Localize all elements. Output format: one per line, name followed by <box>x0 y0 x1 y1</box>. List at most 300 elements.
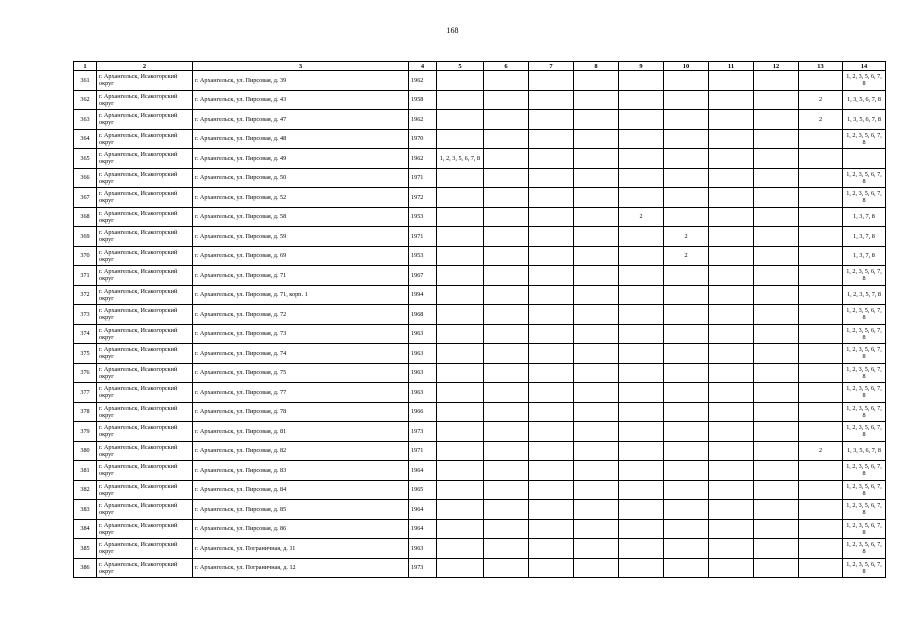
column-header: 4 <box>409 62 437 71</box>
table-row <box>74 558 886 578</box>
address-cell: г. Архангельск, ул. Пирсовая, д. 74 <box>193 344 409 364</box>
table-row <box>74 168 886 188</box>
row-number: 362 <box>74 90 97 110</box>
col11-cell <box>709 71 754 91</box>
column-header: 1 <box>74 62 97 71</box>
col9-cell <box>619 558 664 578</box>
col9-cell <box>619 188 664 208</box>
row-number: 372 <box>74 285 97 305</box>
col6-cell <box>484 519 529 539</box>
col13-cell <box>799 461 843 481</box>
col9-cell <box>619 402 664 422</box>
table-row <box>74 383 886 403</box>
col7-cell <box>529 441 574 461</box>
address-cell: г. Архангельск, ул. Пирсовая, д. 47 <box>193 110 409 130</box>
col7-cell <box>529 227 574 247</box>
col13-cell <box>799 558 843 578</box>
col13-cell <box>799 188 843 208</box>
col14-cell: 1, 3, 7, 8 <box>843 227 886 247</box>
col5-cell <box>437 110 484 130</box>
col6-cell <box>484 129 529 149</box>
col11-cell <box>709 227 754 247</box>
col12-cell <box>754 110 799 130</box>
col5-cell <box>437 188 484 208</box>
col9-cell <box>619 149 664 169</box>
col9-cell <box>619 285 664 305</box>
col11-cell <box>709 422 754 442</box>
col10-cell <box>664 71 709 91</box>
col9-cell <box>619 168 664 188</box>
col11-cell <box>709 461 754 481</box>
col8-cell <box>574 227 619 247</box>
col10-cell: 2 <box>664 227 709 247</box>
col14-cell: 1, 3, 7, 8 <box>843 246 886 266</box>
col6-cell <box>484 500 529 520</box>
col10-cell <box>664 207 709 227</box>
col7-cell <box>529 539 574 559</box>
col14-cell: 1, 2, 3, 5, 6, 7, 8 <box>843 129 886 149</box>
year-cell: 1958 <box>409 90 437 110</box>
col13-cell: 2 <box>799 441 843 461</box>
col14-cell: 1, 3, 7, 8 <box>843 207 886 227</box>
col6-cell <box>484 266 529 286</box>
col9-cell <box>619 246 664 266</box>
col10-cell <box>664 519 709 539</box>
district-cell: г. Архангельск, Исакогорский округ <box>97 441 193 461</box>
col7-cell <box>529 90 574 110</box>
col6-cell <box>484 324 529 344</box>
col14-cell: 1, 2, 3, 5, 6, 7, 8 <box>843 558 886 578</box>
col12-cell <box>754 129 799 149</box>
col12-cell <box>754 539 799 559</box>
col5-cell <box>437 422 484 442</box>
col9-cell <box>619 519 664 539</box>
col5-cell <box>437 71 484 91</box>
col6-cell <box>484 383 529 403</box>
col12-cell <box>754 90 799 110</box>
col5-cell <box>437 441 484 461</box>
col12-cell <box>754 422 799 442</box>
col5-cell <box>437 383 484 403</box>
col6-cell <box>484 363 529 383</box>
year-cell: 1964 <box>409 461 437 481</box>
col10-cell <box>664 480 709 500</box>
row-number: 379 <box>74 422 97 442</box>
col14-cell: 1, 2, 3, 5, 6, 7, 8 <box>843 266 886 286</box>
district-cell: г. Архангельск, Исакогорский округ <box>97 422 193 442</box>
col14-cell: 1, 2, 3, 5, 6, 7, 8 <box>843 324 886 344</box>
col13-cell <box>799 285 843 305</box>
col11-cell <box>709 246 754 266</box>
row-number: 375 <box>74 344 97 364</box>
col12-cell <box>754 207 799 227</box>
col9-cell <box>619 305 664 325</box>
address-cell: г. Архангельск, ул. Пирсовая, д. 81 <box>193 422 409 442</box>
col6-cell <box>484 422 529 442</box>
address-cell: г. Архангельск, ул. Пирсовая, д. 52 <box>193 188 409 208</box>
col11-cell <box>709 90 754 110</box>
col5-cell <box>437 285 484 305</box>
col6-cell <box>484 227 529 247</box>
row-number: 374 <box>74 324 97 344</box>
col12-cell <box>754 461 799 481</box>
address-cell: г. Архангельск, ул. Пирсовая, д. 82 <box>193 441 409 461</box>
col10-cell <box>664 285 709 305</box>
table-row <box>74 402 886 422</box>
col14-cell: 1, 2, 3, 5, 6, 7, 8 <box>843 71 886 91</box>
col5-cell <box>437 402 484 422</box>
col14-cell: 1, 2, 3, 5, 6, 7, 8 <box>843 363 886 383</box>
address-cell: г. Архангельск, ул. Пограничная, д. 12 <box>193 558 409 578</box>
col13-cell: 2 <box>799 90 843 110</box>
col10-cell <box>664 363 709 383</box>
col14-cell: 1, 2, 3, 5, 6, 7, 8 <box>843 422 886 442</box>
col7-cell <box>529 129 574 149</box>
col7-cell <box>529 71 574 91</box>
col10-cell <box>664 110 709 130</box>
col6-cell <box>484 71 529 91</box>
district-cell: г. Архангельск, Исакогорский округ <box>97 207 193 227</box>
row-number: 366 <box>74 168 97 188</box>
col7-cell <box>529 168 574 188</box>
year-cell: 1968 <box>409 305 437 325</box>
district-cell: г. Архангельск, Исакогорский округ <box>97 344 193 364</box>
table-row <box>74 461 886 481</box>
col8-cell <box>574 539 619 559</box>
district-cell: г. Архангельск, Исакогорский округ <box>97 363 193 383</box>
col10-cell <box>664 539 709 559</box>
address-cell: г. Архангельск, ул. Пирсовая, д. 71 <box>193 266 409 286</box>
district-cell: г. Архангельск, Исакогорский округ <box>97 558 193 578</box>
col12-cell <box>754 188 799 208</box>
column-header: 14 <box>843 62 886 71</box>
col13-cell <box>799 422 843 442</box>
col7-cell <box>529 363 574 383</box>
col7-cell <box>529 305 574 325</box>
column-header: 5 <box>437 62 484 71</box>
col10-cell <box>664 149 709 169</box>
col12-cell <box>754 324 799 344</box>
year-cell: 1963 <box>409 324 437 344</box>
col11-cell <box>709 363 754 383</box>
col5-cell <box>437 227 484 247</box>
year-cell: 1972 <box>409 188 437 208</box>
address-cell: г. Архангельск, ул. Пограничная, д. 11 <box>193 539 409 559</box>
row-number: 371 <box>74 266 97 286</box>
col10-cell <box>664 129 709 149</box>
col8-cell <box>574 246 619 266</box>
col11-cell <box>709 305 754 325</box>
row-number: 382 <box>74 480 97 500</box>
col9-cell <box>619 383 664 403</box>
col5-cell <box>437 207 484 227</box>
col10-cell <box>664 90 709 110</box>
col8-cell <box>574 402 619 422</box>
table-row <box>74 519 886 539</box>
col12-cell <box>754 441 799 461</box>
page-number: 168 <box>446 26 459 35</box>
col8-cell <box>574 344 619 364</box>
district-cell: г. Архангельск, Исакогорский округ <box>97 285 193 305</box>
col13-cell <box>799 305 843 325</box>
col9-cell <box>619 71 664 91</box>
row-number: 378 <box>74 402 97 422</box>
address-cell: г. Архангельск, ул. Пирсовая, д. 50 <box>193 168 409 188</box>
col13-cell <box>799 500 843 520</box>
table-row <box>74 441 886 461</box>
col13-cell <box>799 383 843 403</box>
col14-cell: 1, 2, 3, 5, 6, 7, 8 <box>843 188 886 208</box>
table-row <box>74 500 886 520</box>
year-cell: 1994 <box>409 285 437 305</box>
col7-cell <box>529 285 574 305</box>
address-cell: г. Архангельск, ул. Пирсовая, д. 85 <box>193 500 409 520</box>
address-cell: г. Архангельск, ул. Пирсовая, д. 73 <box>193 324 409 344</box>
col12-cell <box>754 519 799 539</box>
col7-cell <box>529 246 574 266</box>
col5-cell <box>437 90 484 110</box>
col10-cell <box>664 188 709 208</box>
col14-cell: 1, 2, 3, 5, 7, 8 <box>843 285 886 305</box>
col9-cell: 2 <box>619 207 664 227</box>
col5-cell <box>437 461 484 481</box>
header-row <box>74 62 886 71</box>
col12-cell <box>754 71 799 91</box>
col12-cell <box>754 266 799 286</box>
col5-cell <box>437 344 484 364</box>
col9-cell <box>619 227 664 247</box>
col8-cell <box>574 285 619 305</box>
district-cell: г. Архангельск, Исакогорский округ <box>97 266 193 286</box>
row-number: 369 <box>74 227 97 247</box>
district-cell: г. Архангельск, Исакогорский округ <box>97 383 193 403</box>
table-row <box>74 480 886 500</box>
district-cell: г. Архангельск, Исакогорский округ <box>97 129 193 149</box>
column-header: 7 <box>529 62 574 71</box>
col8-cell <box>574 110 619 130</box>
column-header: 9 <box>619 62 664 71</box>
col8-cell <box>574 324 619 344</box>
col11-cell <box>709 188 754 208</box>
col12-cell <box>754 558 799 578</box>
address-cell: г. Архангельск, ул. Пирсовая, д. 69 <box>193 246 409 266</box>
col5-cell <box>437 305 484 325</box>
column-header: 3 <box>193 62 409 71</box>
col5-cell <box>437 363 484 383</box>
col12-cell <box>754 246 799 266</box>
year-cell: 1973 <box>409 558 437 578</box>
year-cell: 1964 <box>409 500 437 520</box>
table-row <box>74 363 886 383</box>
col12-cell <box>754 363 799 383</box>
col13-cell <box>799 539 843 559</box>
col12-cell <box>754 285 799 305</box>
col9-cell <box>619 110 664 130</box>
col7-cell <box>529 188 574 208</box>
col9-cell <box>619 422 664 442</box>
column-header: 13 <box>799 62 843 71</box>
col13-cell <box>799 363 843 383</box>
year-cell: 1953 <box>409 207 437 227</box>
district-cell: г. Архангельск, Исакогорский округ <box>97 324 193 344</box>
col8-cell <box>574 441 619 461</box>
district-cell: г. Архангельск, Исакогорский округ <box>97 110 193 130</box>
year-cell: 1953 <box>409 246 437 266</box>
col13-cell <box>799 480 843 500</box>
col6-cell <box>484 402 529 422</box>
col14-cell <box>843 149 886 169</box>
col14-cell: 1, 3, 5, 6, 7, 8 <box>843 90 886 110</box>
col8-cell <box>574 188 619 208</box>
row-number: 377 <box>74 383 97 403</box>
col12-cell <box>754 344 799 364</box>
col8-cell <box>574 519 619 539</box>
col11-cell <box>709 110 754 130</box>
col13-cell <box>799 129 843 149</box>
table-row <box>74 129 886 149</box>
col11-cell <box>709 149 754 169</box>
col13-cell <box>799 266 843 286</box>
row-number: 373 <box>74 305 97 325</box>
col6-cell <box>484 558 529 578</box>
col12-cell <box>754 500 799 520</box>
col11-cell <box>709 480 754 500</box>
address-cell: г. Архангельск, ул. Пирсовая, д. 48 <box>193 129 409 149</box>
year-cell: 1971 <box>409 227 437 247</box>
col12-cell <box>754 168 799 188</box>
col8-cell <box>574 383 619 403</box>
col6-cell <box>484 207 529 227</box>
col6-cell <box>484 539 529 559</box>
district-cell: г. Архангельск, Исакогорский округ <box>97 246 193 266</box>
col10-cell <box>664 305 709 325</box>
year-cell: 1963 <box>409 383 437 403</box>
district-cell: г. Архангельск, Исакогорский округ <box>97 500 193 520</box>
year-cell: 1962 <box>409 110 437 130</box>
column-header: 10 <box>664 62 709 71</box>
col13-cell: 2 <box>799 110 843 130</box>
col11-cell <box>709 402 754 422</box>
col7-cell <box>529 519 574 539</box>
col14-cell: 1, 2, 3, 5, 6, 7, 8 <box>843 383 886 403</box>
table-row <box>74 90 886 110</box>
col5-cell <box>437 519 484 539</box>
district-cell: г. Архангельск, Исакогорский округ <box>97 480 193 500</box>
col12-cell <box>754 305 799 325</box>
col6-cell <box>484 149 529 169</box>
register-table <box>73 61 886 578</box>
table-row <box>74 266 886 286</box>
col5-cell <box>437 480 484 500</box>
col8-cell <box>574 90 619 110</box>
table-row <box>74 110 886 130</box>
address-cell: г. Архангельск, ул. Пирсовая, д. 43 <box>193 90 409 110</box>
col11-cell <box>709 558 754 578</box>
col7-cell <box>529 402 574 422</box>
col9-cell <box>619 324 664 344</box>
district-cell: г. Архангельск, Исакогорский округ <box>97 539 193 559</box>
col5-cell <box>437 246 484 266</box>
table-row <box>74 324 886 344</box>
col6-cell <box>484 305 529 325</box>
year-cell: 1970 <box>409 129 437 149</box>
col13-cell <box>799 207 843 227</box>
table-row <box>74 188 886 208</box>
col9-cell <box>619 363 664 383</box>
col9-cell <box>619 441 664 461</box>
col7-cell <box>529 461 574 481</box>
district-cell: г. Архангельск, Исакогорский округ <box>97 402 193 422</box>
year-cell: 1971 <box>409 441 437 461</box>
column-header: 6 <box>484 62 529 71</box>
year-cell: 1967 <box>409 266 437 286</box>
col10-cell <box>664 441 709 461</box>
col11-cell <box>709 500 754 520</box>
col8-cell <box>574 480 619 500</box>
year-cell: 1965 <box>409 480 437 500</box>
col11-cell <box>709 129 754 149</box>
col5-cell <box>437 500 484 520</box>
district-cell: г. Архангельск, Исакогорский округ <box>97 519 193 539</box>
district-cell: г. Архангельск, Исакогорский округ <box>97 90 193 110</box>
col9-cell <box>619 129 664 149</box>
col14-cell: 1, 2, 3, 5, 6, 7, 8 <box>843 168 886 188</box>
col9-cell <box>619 90 664 110</box>
col13-cell <box>799 519 843 539</box>
col10-cell: 2 <box>664 246 709 266</box>
col11-cell <box>709 207 754 227</box>
col10-cell <box>664 500 709 520</box>
row-number: 381 <box>74 461 97 481</box>
col6-cell <box>484 461 529 481</box>
district-cell: г. Архангельск, Исакогорский округ <box>97 168 193 188</box>
row-number: 368 <box>74 207 97 227</box>
district-cell: г. Архангельск, Исакогорский округ <box>97 305 193 325</box>
col14-cell: 1, 2, 3, 5, 6, 7, 8 <box>843 519 886 539</box>
col14-cell: 1, 3, 5, 6, 7, 8 <box>843 110 886 130</box>
col10-cell <box>664 168 709 188</box>
column-header: 2 <box>97 62 193 71</box>
row-number: 363 <box>74 110 97 130</box>
col14-cell: 1, 2, 3, 5, 6, 7, 8 <box>843 461 886 481</box>
col9-cell <box>619 480 664 500</box>
col12-cell <box>754 402 799 422</box>
col5-cell <box>437 558 484 578</box>
row-number: 370 <box>74 246 97 266</box>
row-number: 376 <box>74 363 97 383</box>
address-cell: г. Архангельск, ул. Пирсовая, д. 71, корп. 1 <box>193 285 409 305</box>
row-number: 385 <box>74 539 97 559</box>
col7-cell <box>529 480 574 500</box>
col9-cell <box>619 461 664 481</box>
row-number: 386 <box>74 558 97 578</box>
address-cell: г. Архангельск, ул. Пирсовая, д. 58 <box>193 207 409 227</box>
year-cell: 1962 <box>409 71 437 91</box>
col8-cell <box>574 461 619 481</box>
address-cell: г. Архангельск, ул. Пирсовая, д. 59 <box>193 227 409 247</box>
table-row <box>74 305 886 325</box>
col8-cell <box>574 71 619 91</box>
col11-cell <box>709 539 754 559</box>
col7-cell <box>529 344 574 364</box>
table-row <box>74 285 886 305</box>
column-header: 11 <box>709 62 754 71</box>
col9-cell <box>619 266 664 286</box>
col13-cell <box>799 71 843 91</box>
col11-cell <box>709 266 754 286</box>
col10-cell <box>664 558 709 578</box>
col13-cell <box>799 246 843 266</box>
